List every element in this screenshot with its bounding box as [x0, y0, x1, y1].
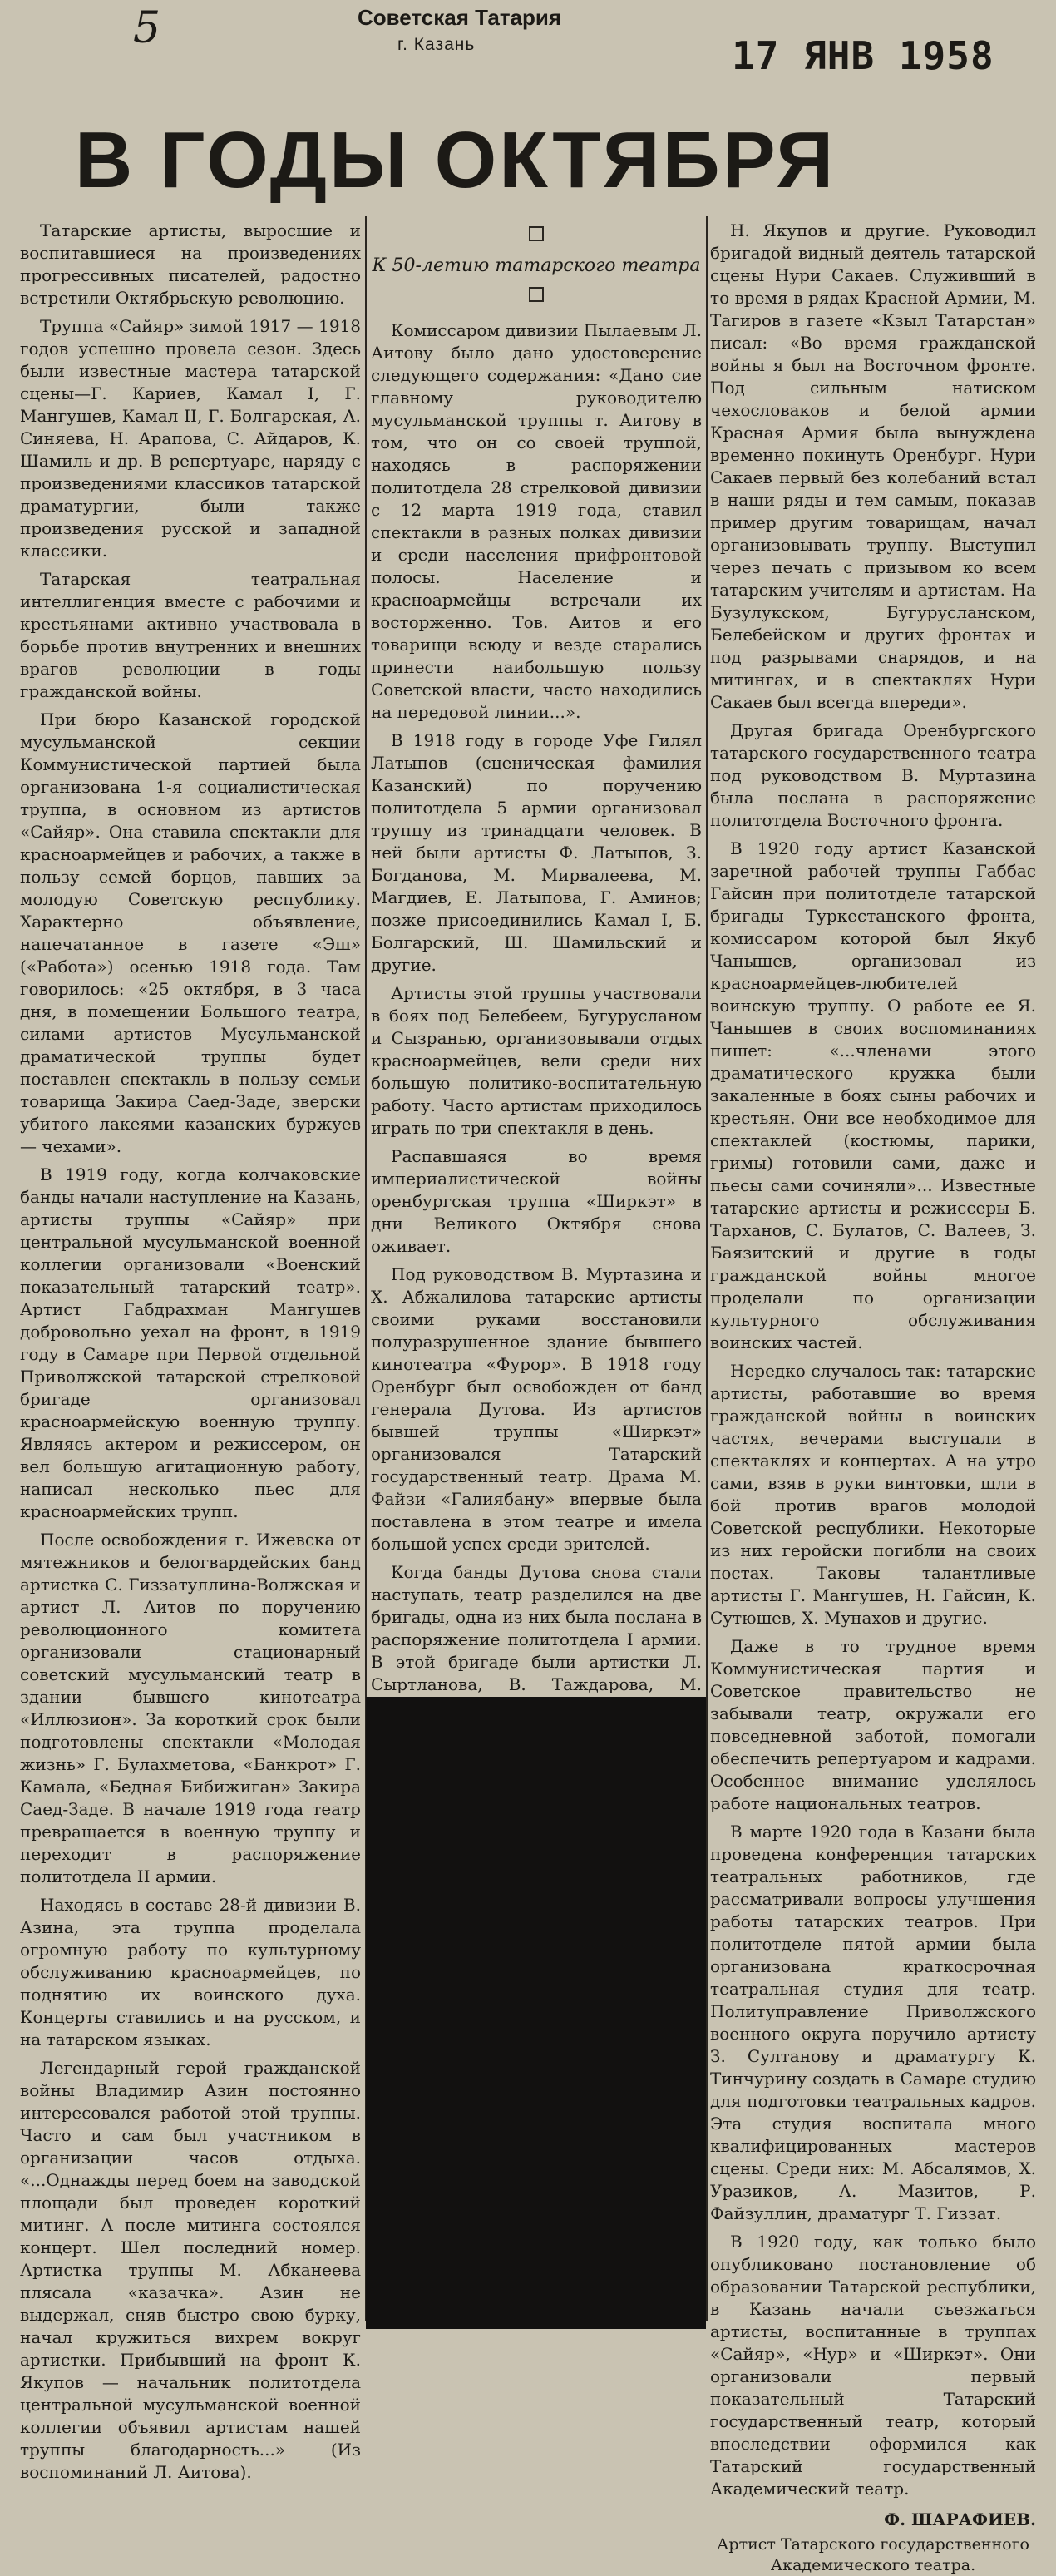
- paragraph: После освобождения г. Ижевска от мятежников и белогвардейских банд артистка С. Гиззатуллина-Волжская и артист Л. Аитов по поручению революционного комитета организовали стационарный советский мусульманский театр в здании бывшего кинотеатра «Иллюзион». За короткий срок были подготовлены спектакли «Молодая жизнь» Г. Булахметова, «Банкрот» Г. Камала, «Бедная Бибижиган» Закира Саед-Заде. В начале 1919 года театр превращается в военную труппу и переходит в распоряжение политотдела II армии.: [20, 1530, 361, 1886]
- square-ornament-icon: [529, 226, 544, 241]
- paragraph: Легендарный герой гражданской войны Владимир Азин постоянно интересовался работой этой труппы. Часто и сам был участником в организации часов отдыха. «...Однажды перед боем на заводской площади был проведен короткий митинг. А после митинга состоялся концерт. Шел последний номер. Артистка труппы М. Абканеева плясала «казачка». Азин не выдержал, сняв быстро свою бурку, начал кружиться вихрем вокруг артистки. Прибывший на фронт К. Якупов — начальник политотдела центральной мусульманской военной коллегии объявил артистам нашей труппы благодарность...» (Из воспоминаний Л. Аитова).: [20, 2058, 361, 2482]
- column-divider: [706, 216, 708, 2321]
- paragraph: Н. Якупов и другие. Руководил бригадой видный деятель татарской сцены Нури Сакаев. Служивший в то время в рядах Красной Армии, М. Тагиров в газете «Кзыл Татарстан» писал: «Во время гражданской войны я был на Восточном фронте. Под сильным натиском чехословаков и белой армии Красная Армия была вынуждена временно покинуть Оренбург. Нури Сакаев первый без колебаний встал в наши ряды и тем самым, показав пример другим товарищам, начал организовывать труппу. Выступил через печать с призывом ко всем татарским учителям и артистам. На Бузулукском, Бугурусланском, Белебейском и других фронтах и под разрывами снарядов, и на митингах, и в спектаклях Нури Сакаев был всегда впереди».: [710, 220, 1036, 712]
- paragraph: В 1918 году в городе Уфе Гилял Латыпов (сценическая фамилия Казанский) по поручению политотдела 5 армии организовал труппу из тринадцати человек. В ней были артисты Ф. Латыпов, З. Богданова, М. Мирвалеева, М. Магдиев, Е. Латыпова, Г. Аминов; позже присоединились Камал I, Б. Болгарский, Ш. Шамильский и другие.: [371, 730, 702, 975]
- clipping-header: [0, 0, 1056, 125]
- headline: В ГОДЫ ОКТЯБРЯ: [75, 116, 836, 205]
- newspaper-name: Советская Татария: [358, 5, 562, 30]
- paragraph: В марте 1920 года в Казани была проведена конференция татарских театральных работников, где рассматривали вопросы улучшения работы татарских театров. При политотделе пятой армии была организована краткосрочная театральная студия для театр. Политуправление Приволжского военного округа поручило артисту З. Султанову и драматургу К. Тинчурину создать в Самаре студию для подготовки театральных кадров. Эта студия воспитала много квалифицированных мастеров сцены. Среди них: М. Абсалямов, Х. Уразиков, А. Мазитов, Р. Файзуллин, драматург Т. Гиззат.: [710, 1822, 1036, 2223]
- paragraph: Распавшаяся во время империалистической войны оренбургская труппа «Ширкэт» в дни Великого Октября снова оживает.: [371, 1146, 702, 1256]
- paragraph: Труппа «Сайяр» зимой 1917 — 1918 годов успешно провела сезон. Здесь были известные мастера татарской сцены—Г. Кариев, Камал I, Г. Мангушев, Камал II, Г. Болгарская, А. Синяева, Н. Арапова, С. Айдаров, К. Шамиль и др. В репертуаре, наряду с произведениями классиков татарской драматургии, были также произведения русской и западной классики.: [20, 316, 361, 561]
- paragraph: Нередко случалось так: татарские артисты, работавшие во время гражданской войны в воинских частях, вечерами выступали в спектаклях и концертах. А на утро сами, взяв в руки винтовки, шли в бой против врагов молодой Советской республики. Некоторые из них геройски погибли на своих постах. Таковы талантливые артисты Г. Мангушев, Н. Гайсин, К. Сутюшев, Х. Мунахов и другие.: [710, 1361, 1036, 1628]
- article-column-1: [20, 220, 361, 2489]
- paragraph: Под руководством В. Муртазина и Х. Абжалилова татарские артисты своими руками восстановили полуразрушенное здание бывшего кинотеатра «Фурор». В 1918 году Оренбург был освобожден от банд генерала Дутова. Из артистов бывшей труппы «Ширкэт» организовался Татарский государственный театр. Драма М. Файзи «Галиябану» впервые была поставлена в этом театре и имела большой успех среди зрителей.: [371, 1264, 702, 1554]
- city-label: г. Казань: [397, 35, 476, 54]
- paragraph: Татарская театральная интеллигенция вместе с рабочими и крестьянами активно участвовала в борьбе против внутренних и внешних врагов революции в годы гражданской войны.: [20, 569, 361, 701]
- rubric: [371, 225, 702, 308]
- paragraph: В 1920 году артист Казанской заречной рабочей труппы Габбас Гайсин при политотделе татарской бригады Туркестанского фронта, комиссаром которой был Якуб Чанышев, организовал из красноармейцев-любителей воинскую труппу. О работе ее Я. Чанышев в своих воспоминаниях пишет: «...членами этого драматического кружка были закаленные в боях сыны рабочих и крестьян. Они все необходимое для спектаклей (костюмы, парики, гримы) готовили сами, даже и пьесы сами сочиняли»... Известные татарские артисты и режиссеры Б. Тарханов, С. Булатов, С. Валеев, З. Баязитский и другие в годы гражданской войны многое проделали по организации культурного обслуживания воинских частей.: [710, 838, 1036, 1352]
- author-signature: Ф. ШАРАФИЕВ.: [884, 2509, 1036, 2529]
- paragraph: При бюро Казанской городской мусульманской секции Коммунистической партией была организована 1-я социалистическая труппа, в основном из артистов «Сайяр». Она ставила спектакли для красноармейцев и рабочих, а также в пользу семей борцов, павших за молодую Советскую республику. Характерно объявление, напечатанное в газете «Эш» («Работа») осенью 1918 года. Там говорилось: «25 октября, в 3 часа дня, в помещении Большого театра, силами артистов Мусульманской драматической труппы будет поставлен спектакль в пользу семьи товарища Закира Саед-Заде, зверски убитого лакеями казанских буржуев — чехами».: [20, 710, 361, 1156]
- square-ornament-icon: [529, 287, 544, 302]
- rubric-text: К 50-летию татарского театра: [372, 255, 701, 276]
- paragraph: Комиссаром дивизии Пылаевым Л. Аитову было дано удостоверение следующего содержания: «Дано сие главному руководителю мусульманской труппы т. Аитову в том, что он со своей труппой, находясь в распоряжении политотдела 28 стрелковой дивизии с 12 марта 1919 года, ставил спектакли в разных полках дивизии и среди населения прифронтовой полосы. Население и красноармейцы встречали их восторженно. Тов. Аитов и его товарищи всюду и везде старались принести наибольшую пользу Советской власти, часто находились на передовой линии...».: [371, 320, 702, 722]
- article-column-3: [710, 220, 1036, 2576]
- black-area: [366, 1697, 706, 2329]
- paragraph: Даже в то трудное время Коммунистическая партия и Советское правительство не забывали театр, окружали его повседневной заботой, помогали обеспечить репертуаром и кадрами. Особенное внимание уделялось работе национальных театров.: [710, 1636, 1036, 1813]
- paragraph: В 1920 году, как только было опубликовано постановление об образовании Татарской республики, в Казань начали съезжаться артисты, воспитанные в труппах «Сайяр», «Нур» и «Ширкэт». Они организовали первый показательный Татарский государственный театр, который впоследствии оформился как Татарский государственный Академический театр.: [710, 2232, 1036, 2499]
- paragraph: Находясь в составе 28-й дивизии В. Азина, эта труппа проделала огромную работу по культурному обслуживанию красноармейцев, по поднятию их воинского духа. Концерты ставились и на русском, и на татарском языках.: [20, 1895, 361, 2049]
- date-stamp: 17 ЯНВ 1958: [732, 33, 994, 78]
- paragraph: Когда банды Дутова снова стали наступать, театр разделился на две бригады, одна из них была послана в распоряжение политотдела I армии. В этой бригаде были артистки Л. Сыртланова, В. Таждарова, М.: [371, 1562, 702, 1694]
- paragraph: Артисты этой труппы участвовали в боях под Белебеем, Бугурусланом и Сызранью, организовывали отдых красноармейцев, вели среди них большую политико-воспитательную работу. Часто артистам приходилось играть по три спектакля в день.: [371, 983, 702, 1138]
- handwritten-mark: 5: [133, 3, 161, 53]
- paragraph: Татарские артисты, выросшие и воспитавшиеся на произведениях прогрессивных писателей, радостно встретили Октябрьскую революцию.: [20, 220, 361, 308]
- paragraph: В 1919 году, когда колчаковские банды начали наступление на Казань, артисты труппы «Сайяр» при центральной мусульманской военной коллегии организовали «Военский показательный татарский театр». Артист Габдрахман Мангушев добровольно уехал на фронт, в 1919 году в Самаре при Первой отдельной Приволжской татарской стрелковой бригаде организовал красноармейскую военную труппу. Являясь актером и режиссером, он вел большую агитационную работу, написал несколько пьес для красноармейских трупп.: [20, 1164, 361, 1521]
- article-column-2: [371, 225, 702, 1724]
- author-title: Артист Татарского государственного Академического театра.: [717, 2535, 1029, 2574]
- paragraph: Другая бригада Оренбургского татарского государственного театра под руководством В. Муртазина была послана в распоряжение политотдела Восточного фронта.: [710, 720, 1036, 830]
